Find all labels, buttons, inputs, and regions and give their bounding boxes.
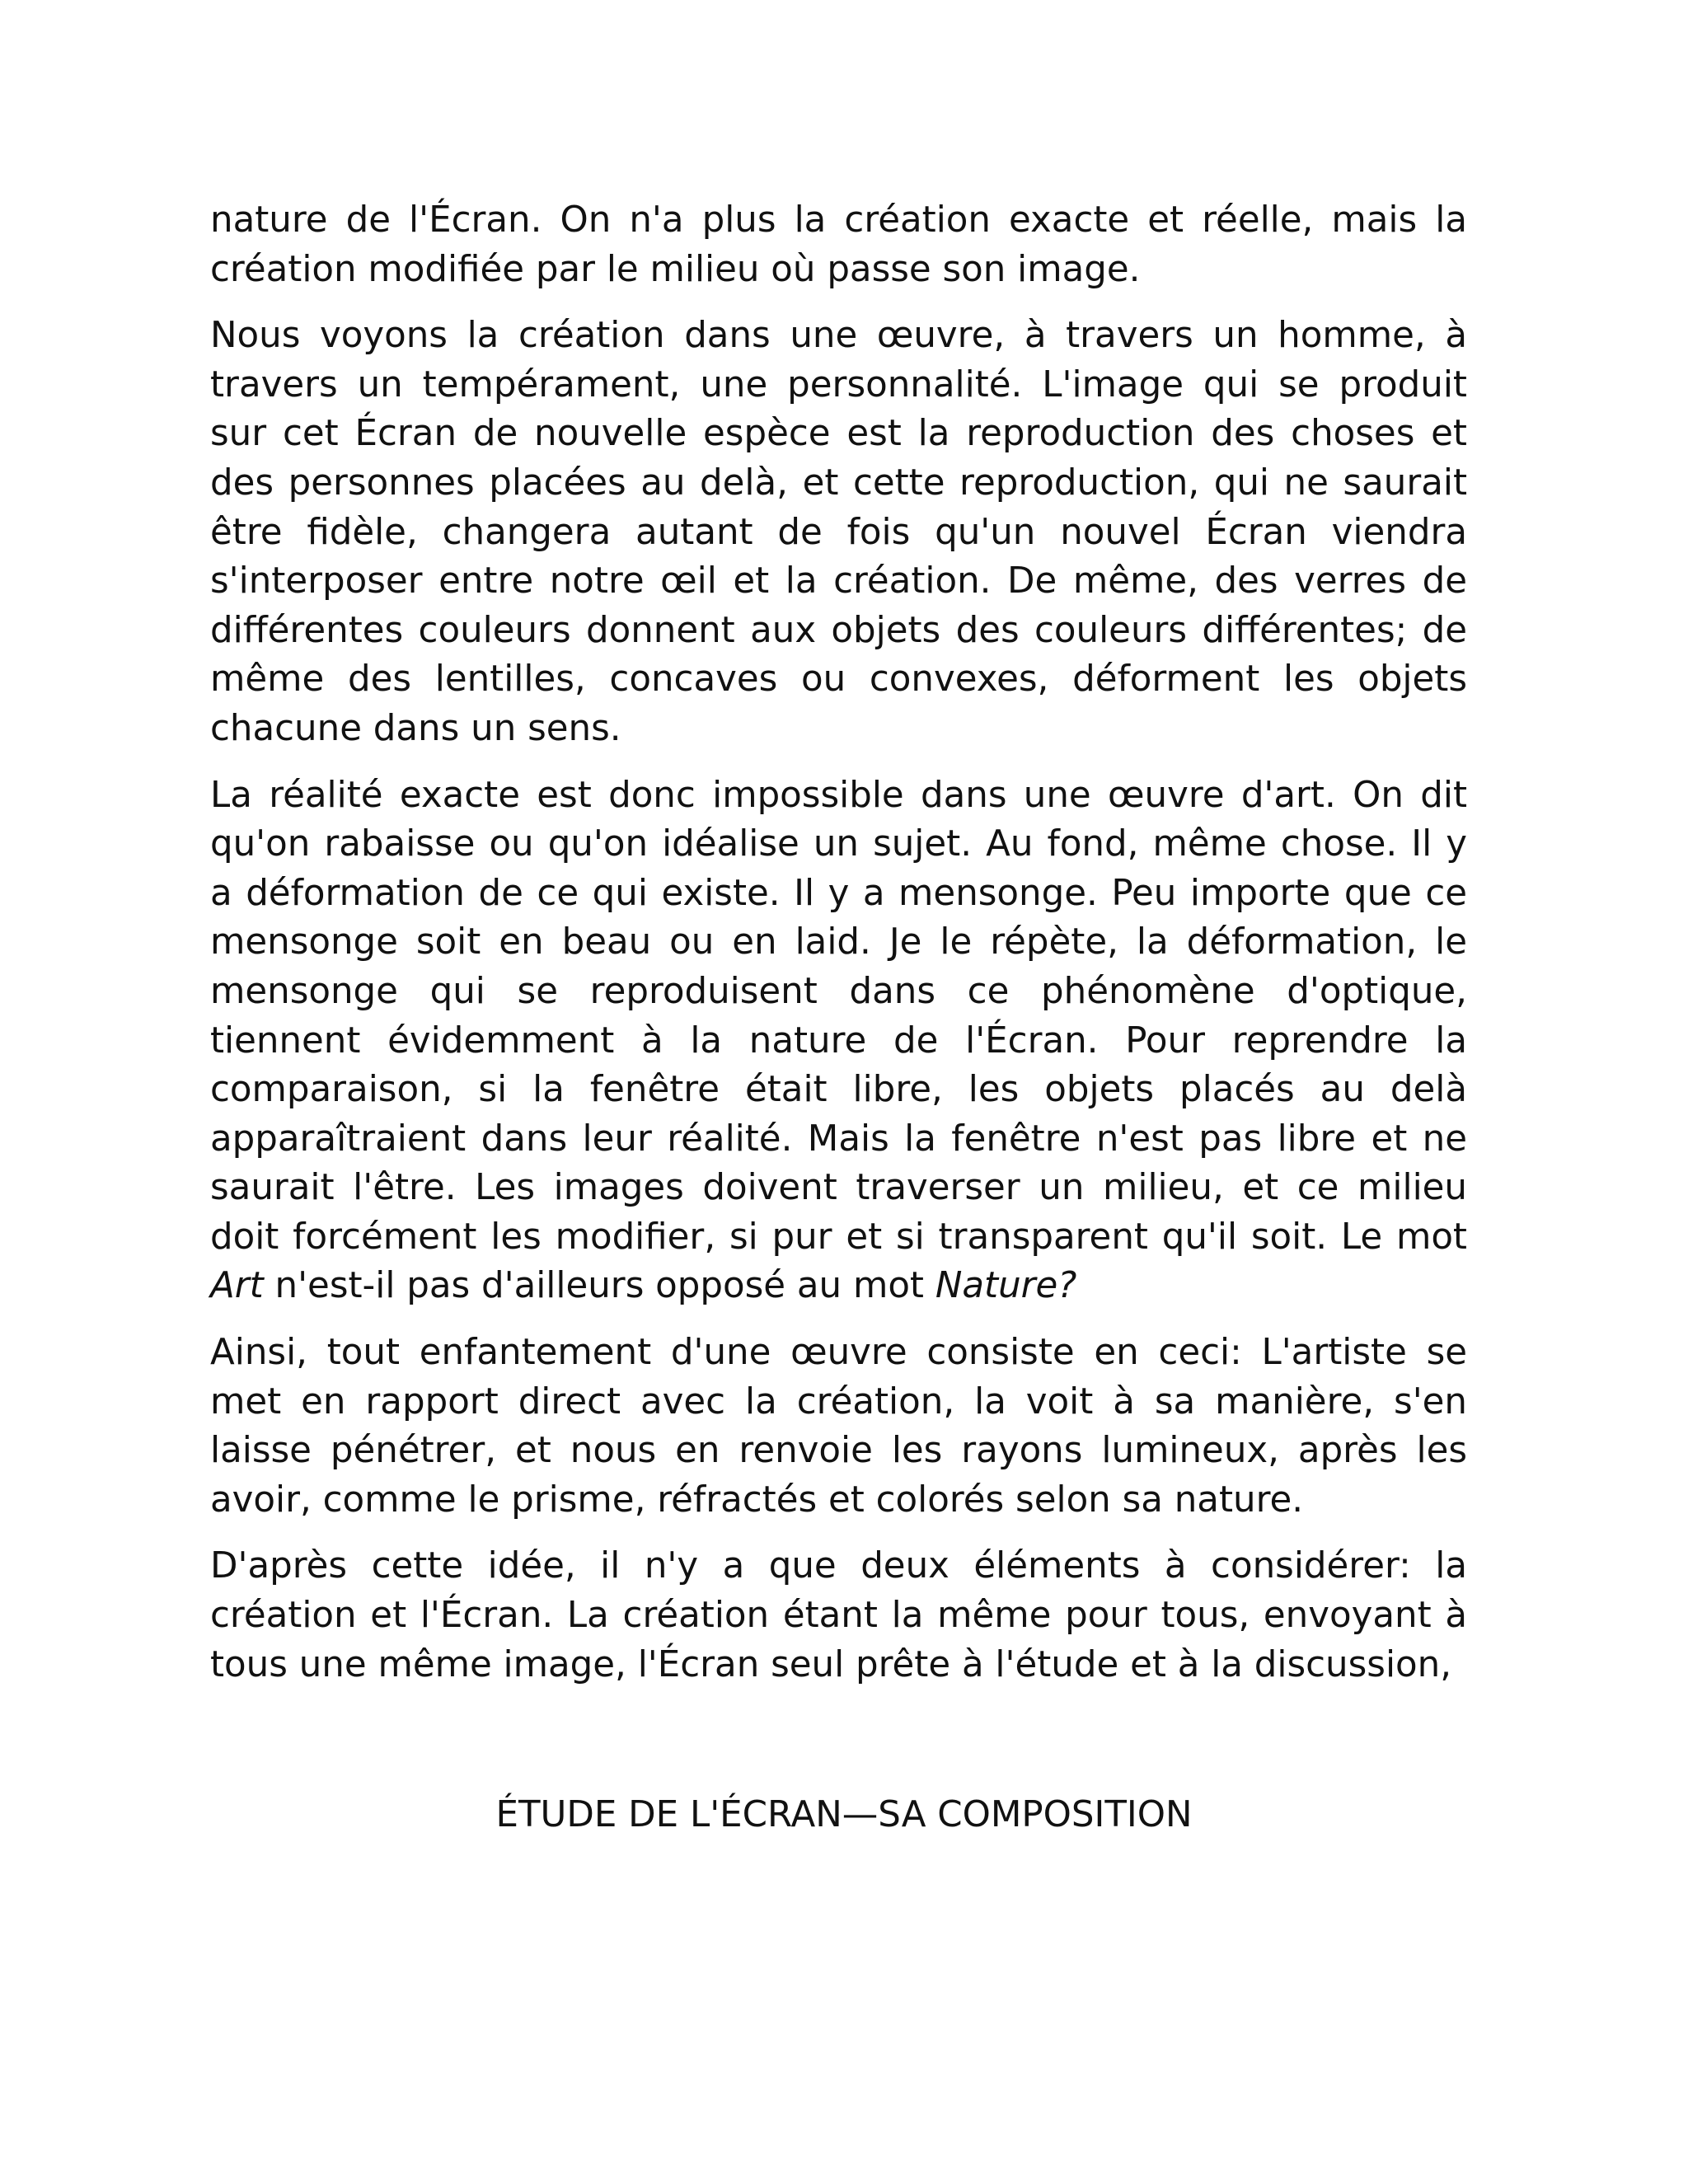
paragraph-1: nature de l'Écran. On n'a plus la création exacte et réelle, mais la création modifiée par le milieu où passe son image. xyxy=(210,199,1467,290)
paragraph-3 xyxy=(210,771,1467,1312)
paragraph-3-text: La réalité exacte est donc impossible dans une œuvre d'art. On dit qu'on rabaisse ou qu'on idéalise un sujet. Au fond, même chose. Il y a déformation de ce qui existe. Il y a mensonge. Peu importe que ce mensonge soit en beau ou en laid. Je le répète, la déformation, le mensonge qui se reproduisent dans ce phénomène d'optique, tiennent évidemment à la nature de l'Écran. Pour reprendre la comparaison, si la fenêtre était libre, les objets placés au delà apparaîtraient dans leur réalité. Mais la fenêtre n'est pas libre et ne saurait l'être. Les images doivent traverser un milieu, et ce milieu doit forcément les modifier, si pur et si transparent qu'il soit. Le mot xyxy=(210,774,1467,1258)
paragraph-3-text-middle: n'est-il pas d'ailleurs opposé au mot xyxy=(263,1265,935,1307)
text-column xyxy=(210,196,1467,1707)
italic-word-art: Art xyxy=(210,1265,264,1307)
paragraph-4: Ainsi, tout enfantement d'une œuvre consiste en ceci: L'artiste se met en rapport direct avec la création, la voit à sa manière, s'en laisse pénétrer, et nous en renvoie les rayons lumineux, après les avoir, comme le prisme, réfractés et colorés selon sa nature. xyxy=(210,1332,1467,1521)
section-heading: ÉTUDE DE L'ÉCRAN—SA COMPOSITION xyxy=(495,1794,1193,1835)
italic-word-nature: Nature? xyxy=(935,1265,1077,1307)
paragraph-5: D'après cette idée, il n'y a que deux éléments à considérer: la création et l'Écran. La création étant la même pour tous, envoyant à tous une même image, l'Écran seul prête à l'étude et à la discussion, xyxy=(210,1545,1467,1685)
paragraph-2: Nous voyons la création dans une œuvre, à travers un homme, à travers un tempérament, une personnalité. L'image qui se produit sur cet Écran de nouvelle espèce est la reproduction des choses et des personnes placées au delà, et cette reproduction, qui ne saurait être fidèle, changera autant de fois qu'un nouvel Écran viendra s'interposer entre notre œil et la création. De même, des verres de différentes couleurs donnent aux objets des couleurs différentes; de même des lentilles, concaves ou convexes, déforment les objets chacune dans un sens. xyxy=(210,315,1467,749)
